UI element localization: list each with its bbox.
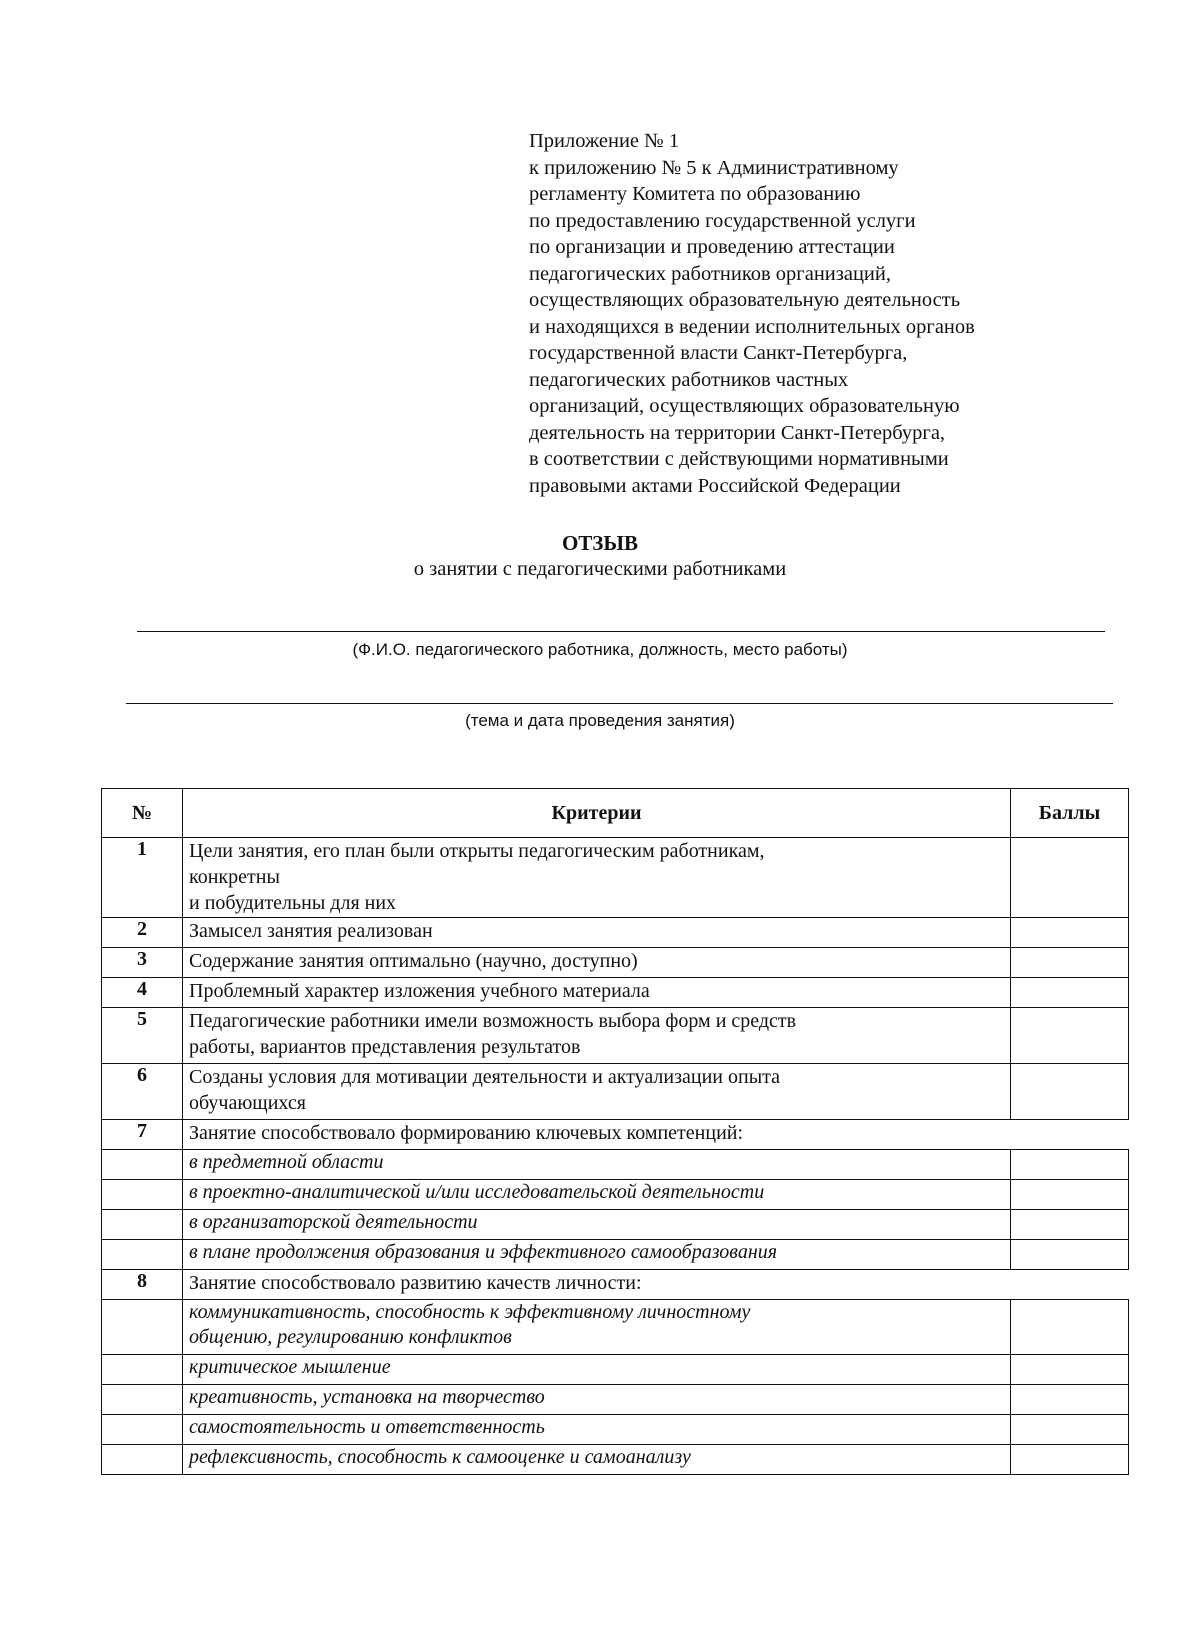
criterion-line: работы, вариантов представления результатов (189, 1036, 581, 1058)
table-row (102, 1180, 1129, 1210)
teacher-fill-line[interactable] (137, 631, 1105, 632)
sub-criterion-text: самостоятельность и ответственность (183, 1415, 1011, 1445)
teacher-caption: (Ф.И.О. педагогического работника, должность, место работы) (352, 640, 848, 659)
table-row (102, 1064, 1129, 1120)
criterion-group-heading: Занятие способствовало развитию качеств личности: (183, 1270, 1129, 1300)
score-cell[interactable] (1011, 1240, 1129, 1270)
appendix-line: организаций, осуществляющих образовательную (529, 395, 960, 417)
topic-caption: (тема и дата проведения занятия) (465, 711, 735, 730)
row-number-empty (102, 1300, 183, 1355)
table-row (102, 1415, 1129, 1445)
row-number-empty (102, 1240, 183, 1270)
table-row (102, 1210, 1129, 1240)
appendix-line: педагогических работников организаций, (529, 262, 891, 285)
row-number: 4 (102, 978, 183, 1008)
table-header-row (102, 789, 1129, 838)
header-score: Баллы (1011, 789, 1129, 838)
sub-criterion-text: в плане продолжения образования и эффективного самообразования (183, 1240, 1011, 1270)
table-row (102, 1385, 1129, 1415)
table-row (102, 978, 1129, 1008)
document-subtitle: о занятии с педагогическими работниками (413, 558, 787, 580)
criterion-line: обучающихся (189, 1092, 306, 1114)
table-row (102, 1120, 1129, 1150)
row-number-empty (102, 1385, 183, 1415)
criterion-text (183, 838, 1011, 918)
appendix-line: педагогических работников частных (529, 368, 849, 391)
row-number-empty (102, 1415, 183, 1445)
sub-criterion-text: в проектно-аналитической и/или исследовательской деятельности (183, 1180, 1011, 1210)
table-row (102, 838, 1129, 918)
table-row (102, 948, 1129, 978)
score-cell[interactable] (1011, 1064, 1129, 1120)
table-row (102, 1300, 1129, 1355)
row-number: 8 (102, 1270, 183, 1300)
score-cell[interactable] (1011, 948, 1129, 978)
row-number-empty (102, 1210, 183, 1240)
criterion-line: Педагогические работники имели возможность выбора форм и средств (189, 1010, 797, 1032)
criterion-line: коммуникативность, способность к эффективному личностному (189, 1301, 751, 1323)
score-cell[interactable] (1011, 1385, 1129, 1415)
appendix-line: правовыми актами Российской Федерации (529, 474, 901, 497)
appendix-line: по предоставлению государственной услуги (529, 209, 916, 232)
criteria-table (101, 788, 1129, 1475)
table-row (102, 1355, 1129, 1385)
table-row (102, 1240, 1129, 1270)
sub-criterion-text: рефлексивность, способность к самооценке и самоанализу (183, 1445, 1011, 1475)
table-row (102, 1008, 1129, 1064)
appendix-line: регламенту Комитета по образованию (529, 183, 861, 205)
appendix-line: осуществляющих образовательную деятельность (529, 289, 961, 311)
appendix-block (529, 128, 1089, 499)
row-number-empty (102, 1150, 183, 1180)
score-cell[interactable] (1011, 1210, 1129, 1240)
criterion-group-heading: Занятие способствовало формированию ключевых компетенций: (183, 1120, 1129, 1150)
appendix-line: в соответствии с действующими нормативными (529, 448, 949, 470)
score-cell[interactable] (1011, 1415, 1129, 1445)
table-row (102, 1445, 1129, 1475)
row-number: 6 (102, 1064, 183, 1120)
criterion-text: Проблемный характер изложения учебного материала (183, 978, 1011, 1008)
table-row (102, 918, 1129, 948)
appendix-line: деятельность на территории Санкт-Петербурга, (529, 421, 946, 444)
document-title: ОТЗЫВ (561, 531, 639, 555)
criterion-line: и побудительны для них (189, 892, 397, 914)
sub-criterion-text: в организаторской деятельности (183, 1210, 1011, 1240)
criterion-text: Замысел занятия реализован (183, 918, 1011, 948)
score-cell[interactable] (1011, 1008, 1129, 1064)
score-cell[interactable] (1011, 1300, 1129, 1355)
sub-criterion-text: критическое мышление (183, 1355, 1011, 1385)
score-cell[interactable] (1011, 1445, 1129, 1475)
sub-criterion-text (183, 1300, 1011, 1355)
score-cell[interactable] (1011, 1355, 1129, 1385)
row-number: 7 (102, 1120, 183, 1150)
row-number: 3 (102, 948, 183, 978)
score-cell[interactable] (1011, 978, 1129, 1008)
row-number: 1 (102, 838, 183, 918)
criterion-line: общению, регулированию конфликтов (189, 1326, 512, 1348)
row-number: 2 (102, 918, 183, 948)
row-number: 5 (102, 1008, 183, 1064)
score-cell[interactable] (1011, 838, 1129, 918)
score-cell[interactable] (1011, 1180, 1129, 1210)
header-criteria: Критерии (183, 789, 1011, 838)
sub-criterion-text: в предметной области (183, 1150, 1011, 1180)
table-row (102, 1270, 1129, 1300)
appendix-line: Приложение № 1 (529, 130, 680, 152)
row-number-empty (102, 1180, 183, 1210)
row-number-empty (102, 1445, 183, 1475)
topic-fill-line[interactable] (126, 703, 1113, 704)
criterion-line: Созданы условия для мотивации деятельности и актуализации опыта (189, 1066, 780, 1088)
appendix-line: по организации и проведению аттестации (529, 236, 895, 258)
criterion-text: Содержание занятия оптимально (научно, доступно) (183, 948, 1011, 978)
appendix-line: государственной власти Санкт-Петербурга, (529, 342, 908, 364)
criterion-line: Цели занятия, его план были открыты педагогическим работникам, (189, 840, 765, 862)
score-cell[interactable] (1011, 1150, 1129, 1180)
criterion-text (183, 1008, 1011, 1064)
table-row (102, 1150, 1129, 1180)
appendix-line: к приложению № 5 к Административному (529, 156, 899, 179)
appendix-line: и находящихся в ведении исполнительных органов (529, 315, 975, 338)
sub-criterion-text: креативность, установка на творчество (183, 1385, 1011, 1415)
criterion-line: конкретны (189, 866, 280, 888)
score-cell[interactable] (1011, 918, 1129, 948)
row-number-empty (102, 1355, 183, 1385)
criterion-text (183, 1064, 1011, 1120)
header-num: № (102, 789, 183, 838)
